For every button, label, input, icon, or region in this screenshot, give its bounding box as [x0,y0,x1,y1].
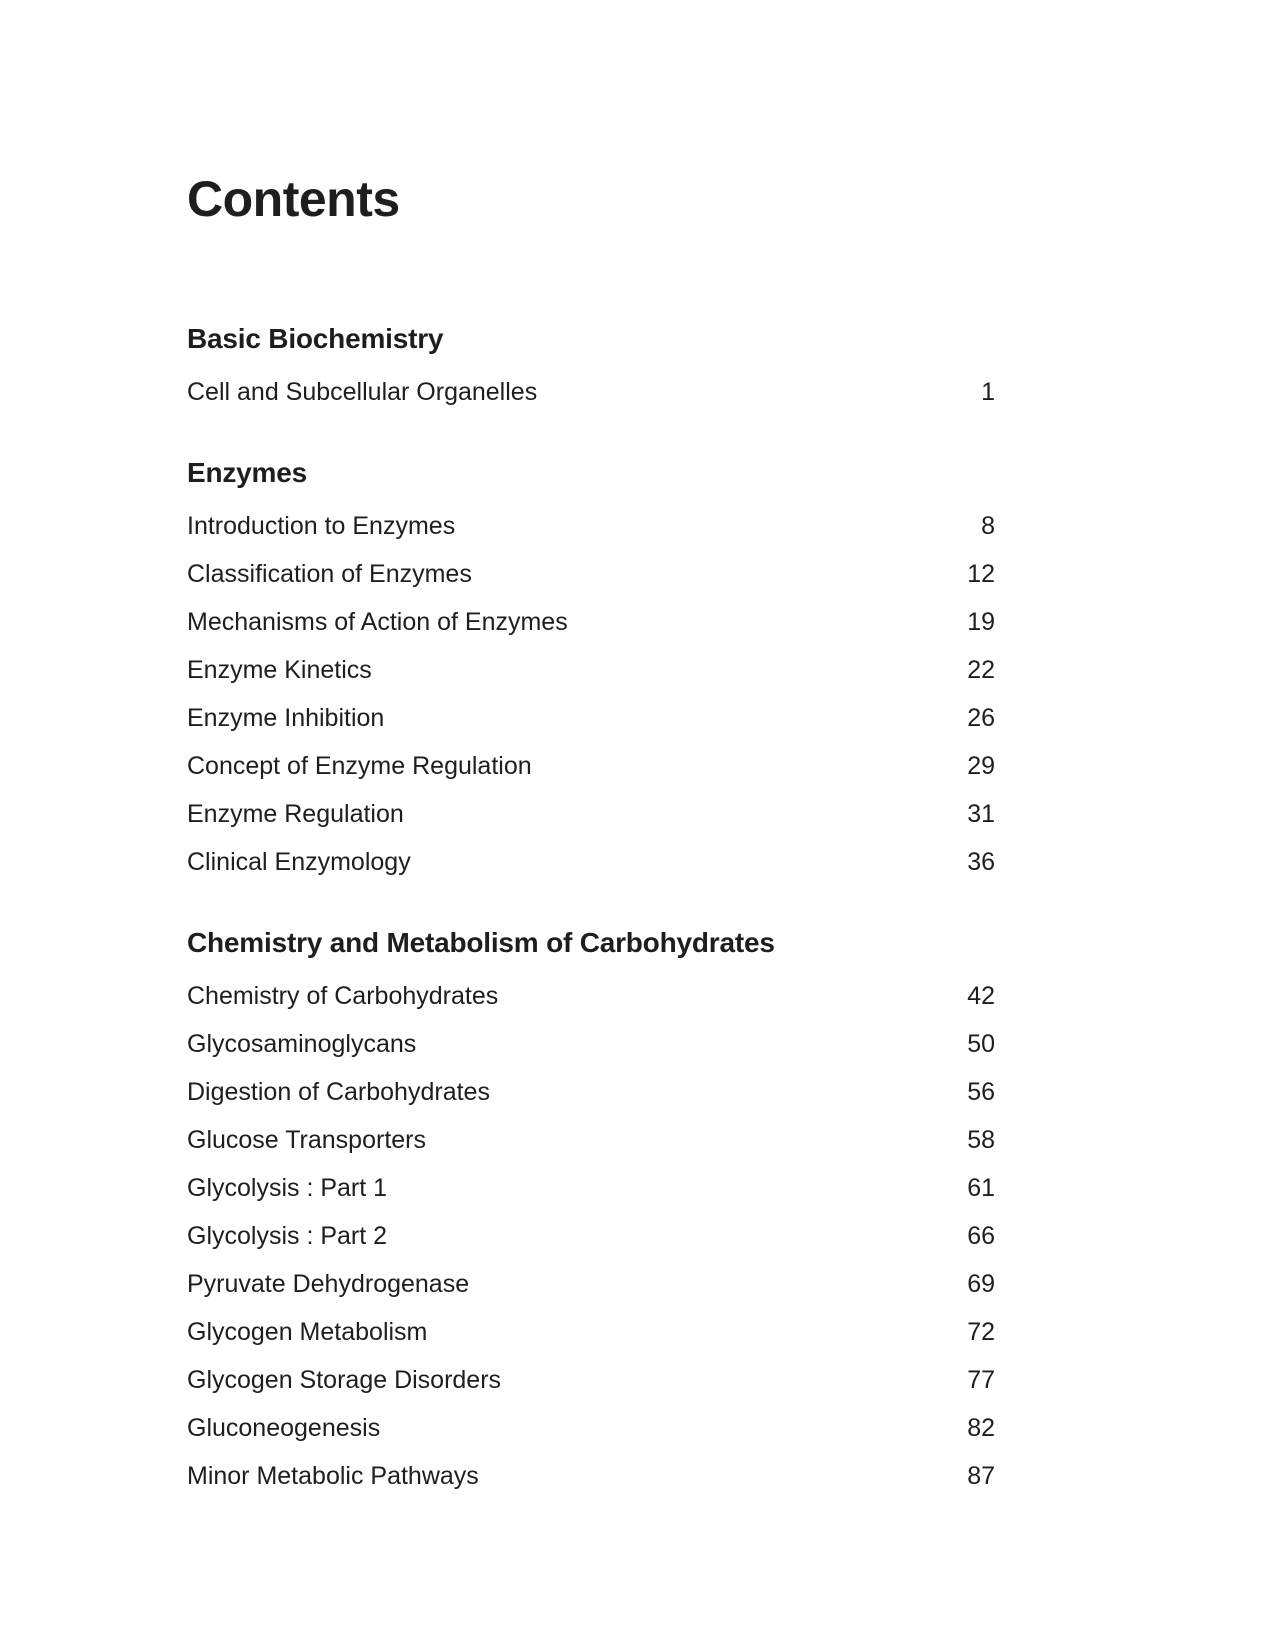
toc-entry [187,509,995,543]
entry-page-number: 58 [967,1126,995,1154]
entry-page-number: 82 [967,1414,995,1442]
entry-title: Glycogen Storage Disorders [187,1366,502,1394]
entry-page-number: 8 [981,512,995,540]
entry-page-number: 42 [967,982,995,1010]
entry-title: Classification of Enzymes [187,560,472,588]
toc-entry [187,1315,995,1349]
entry-title: Glycolysis : Part 1 [187,1174,388,1202]
entry-title: Cell and Subcellular Organelles [187,378,538,406]
entry-page-number: 50 [967,1030,995,1058]
entry-title: Glycosaminoglycans [187,1030,417,1058]
toc-entry [187,1459,995,1493]
toc-entry [187,1171,995,1205]
entry-title: Pyruvate Dehydrogenase [187,1270,470,1298]
section-heading: Chemistry and Metabolism of Carbohydrates [187,927,775,958]
toc-entry [187,1027,995,1061]
entry-page-number: 12 [967,560,995,588]
toc-entry [187,653,995,687]
entry-page-number: 26 [967,704,995,732]
page-title: Contents [187,171,400,227]
entry-title: Concept of Enzyme Regulation [187,752,532,780]
entry-page-number: 87 [967,1462,995,1490]
entry-title: Enzyme Regulation [187,800,404,828]
toc-entry [187,749,995,783]
entry-title: Clinical Enzymology [187,848,411,876]
entry-page-number: 36 [967,848,995,876]
toc-entry [187,375,995,409]
entry-title: Introduction to Enzymes [187,512,456,540]
toc [187,320,995,1493]
entry-title: Digestion of Carbohydrates [187,1078,490,1106]
entry-title: Mechanisms of Action of Enzymes [187,608,568,636]
entry-page-number: 72 [967,1318,995,1346]
entry-page-number: 29 [967,752,995,780]
toc-entry [187,845,995,879]
entry-title: Minor Metabolic Pathways [187,1462,479,1490]
entry-page-number: 77 [967,1366,995,1394]
entry-title: Enzyme Kinetics [187,656,372,684]
entry-title: Glycogen Metabolism [187,1318,428,1346]
toc-entry [187,979,995,1013]
entry-title: Gluconeogenesis [187,1414,381,1442]
toc-entry [187,1267,995,1301]
toc-entry [187,1363,995,1397]
toc-entry [187,1123,995,1157]
section-heading: Basic Biochemistry [187,323,444,354]
entry-page-number: 19 [967,608,995,636]
toc-entry [187,701,995,735]
entry-page-number: 22 [967,656,995,684]
toc-entry [187,1219,995,1253]
section-heading: Enzymes [187,457,307,488]
toc-entry [187,797,995,831]
entry-title: Glucose Transporters [187,1126,426,1154]
entry-page-number: 31 [967,800,995,828]
entry-page-number: 1 [981,378,995,406]
entry-page-number: 66 [967,1222,995,1250]
entry-title: Glycolysis : Part 2 [187,1222,388,1250]
toc-entry [187,557,995,591]
entry-title: Chemistry of Carbohydrates [187,982,499,1010]
entry-title: Enzyme Inhibition [187,704,385,732]
toc-entry [187,1411,995,1445]
entry-page-number: 56 [967,1078,995,1106]
toc-entry [187,605,995,639]
entry-page-number: 61 [967,1174,995,1202]
toc-entry [187,1075,995,1109]
entry-page-number: 69 [967,1270,995,1298]
